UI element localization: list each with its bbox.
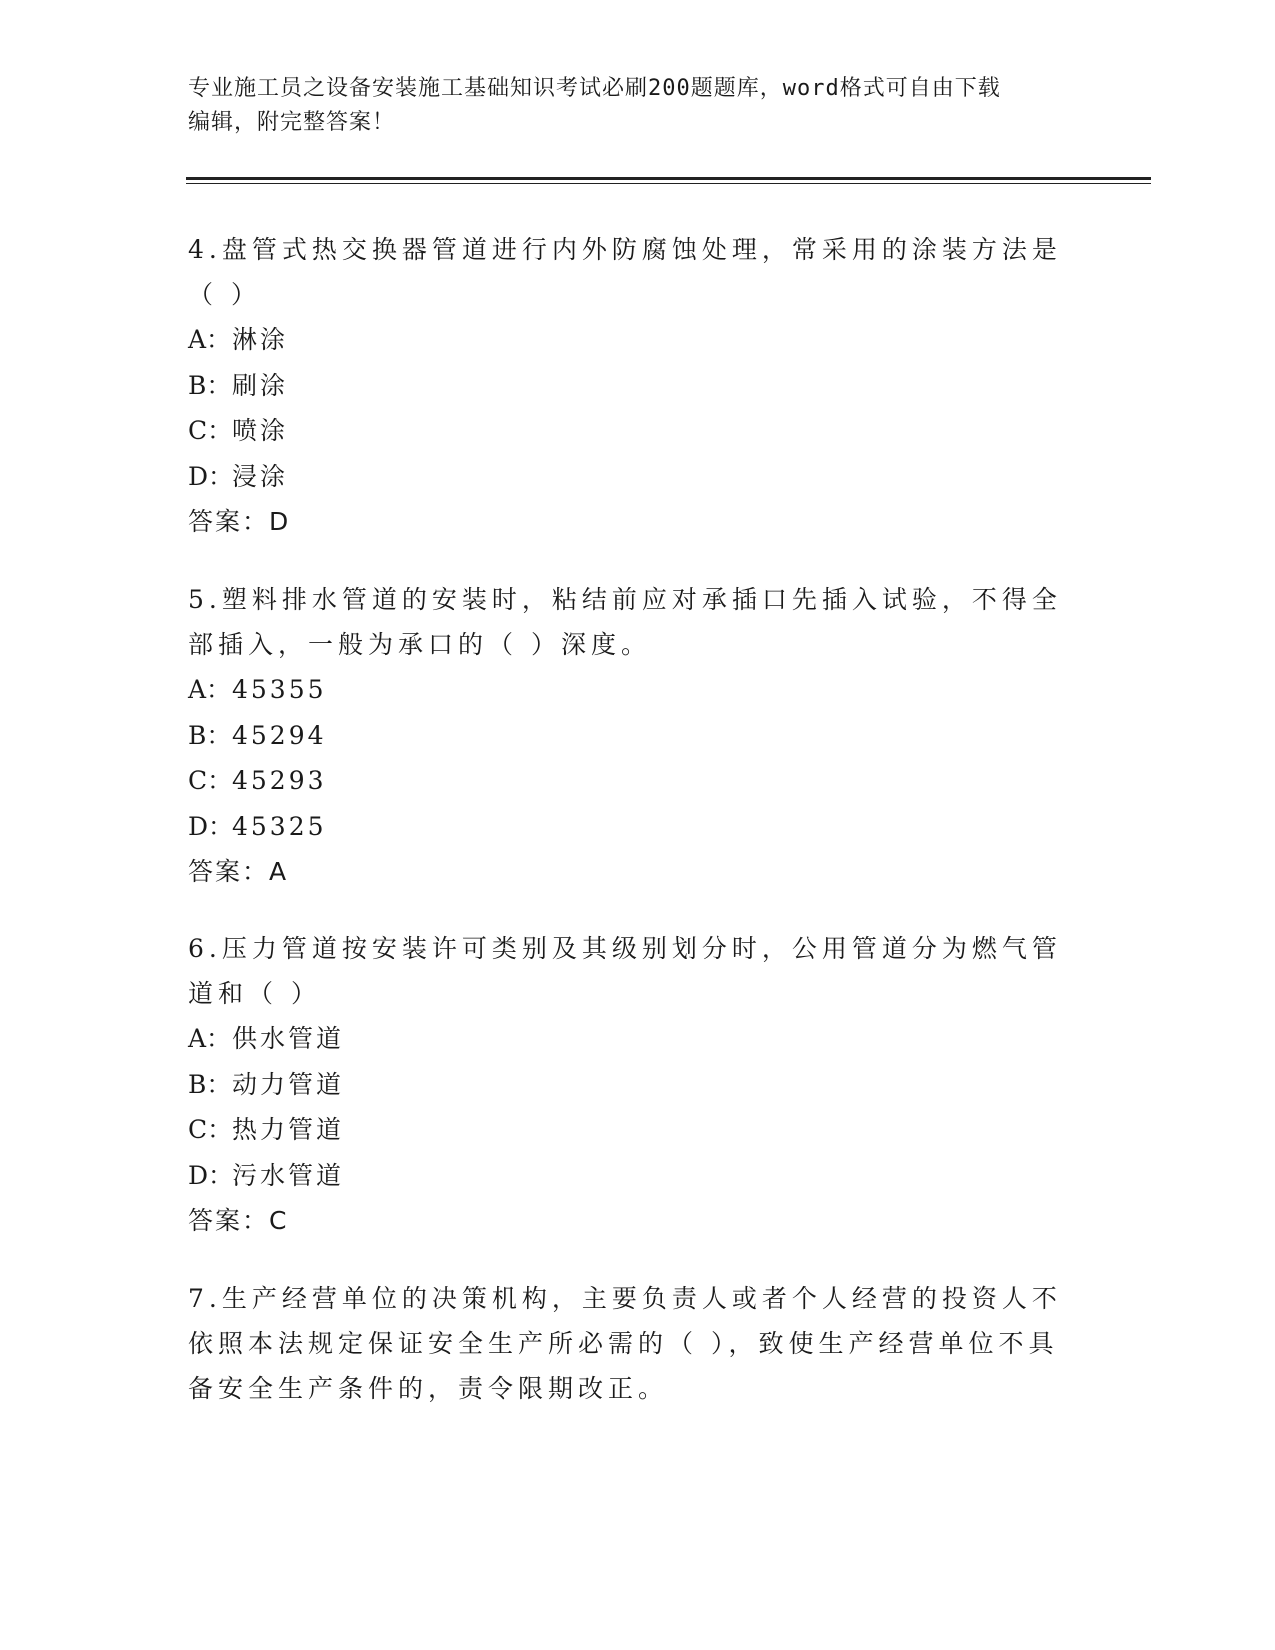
- header-divider-thick: [186, 177, 1151, 180]
- option-a: [188, 317, 1068, 363]
- option-label: D：: [188, 1160, 234, 1190]
- option-a: [188, 1016, 1068, 1062]
- answer-line: 答案：C: [188, 1206, 289, 1235]
- option-text: 45294: [232, 720, 327, 750]
- option-text: 45293: [232, 766, 327, 795]
- answer-line: 答案：D: [188, 507, 291, 536]
- option-text: 喷涂: [232, 416, 289, 445]
- option-d: [188, 1153, 1068, 1199]
- option-label: C：: [188, 766, 233, 795]
- option-b: [188, 713, 1068, 759]
- option-label: B：: [188, 1069, 232, 1099]
- option-text: 热力管道: [232, 1115, 345, 1144]
- option-text: 45325: [232, 811, 327, 841]
- question-block: [188, 227, 1068, 544]
- document-header: [188, 72, 1068, 140]
- question-text: 4.盘管式热交换器管道进行内外防腐蚀处理，常采用的涂装方法是（ ）: [188, 235, 1062, 309]
- option-label: A：: [188, 1024, 232, 1053]
- header-line-2: 编辑，附完整答案！: [188, 110, 396, 135]
- header-line-1: 专业施工员之设备安装施工基础知识考试必刷200题题库，word格式可自由下载: [188, 76, 1001, 101]
- option-b: [188, 363, 1068, 409]
- option-b: [188, 1062, 1068, 1108]
- option-label: A：: [188, 675, 232, 704]
- option-label: C：: [188, 1115, 233, 1144]
- option-d: [188, 804, 1068, 850]
- question-text: 7.生产经营单位的决策机构，主要负责人或者个人经营的投资人不依照本法规定保证安全生产所必需的（ ），致使生产经营单位不具备安全生产条件的，责令限期改正。: [188, 1284, 1062, 1403]
- option-label: A：: [188, 325, 232, 354]
- answer-line: 答案：A: [188, 857, 289, 886]
- option-a: [188, 667, 1068, 713]
- option-d: [188, 454, 1068, 500]
- option-text: 浸涂: [232, 461, 289, 491]
- option-text: 动力管道: [232, 1069, 345, 1099]
- option-text: 45355: [232, 675, 327, 704]
- question-block: [188, 1276, 1068, 1411]
- option-c: [188, 1107, 1068, 1153]
- option-c: [188, 408, 1068, 454]
- option-c: [188, 758, 1068, 804]
- option-text: 刷涂: [232, 370, 289, 400]
- option-label: C：: [188, 416, 233, 445]
- option-text: 污水管道: [232, 1160, 345, 1190]
- question-block: [188, 577, 1068, 894]
- option-text: 淋涂: [232, 325, 289, 354]
- header-divider-thin: [186, 183, 1151, 184]
- option-label: B：: [188, 370, 232, 400]
- option-label: D：: [188, 811, 234, 841]
- option-text: 供水管道: [232, 1024, 345, 1053]
- question-text: 5.塑料排水管道的安装时，粘结前应对承插口先插入试验，不得全部插入，一般为承口的（ ）深度。: [188, 585, 1062, 659]
- question-block: [188, 926, 1068, 1243]
- option-label: D：: [188, 461, 234, 491]
- question-text: 6.压力管道按安装许可类别及其级别划分时，公用管道分为燃气管道和（ ）: [188, 934, 1062, 1008]
- option-label: B：: [188, 720, 232, 750]
